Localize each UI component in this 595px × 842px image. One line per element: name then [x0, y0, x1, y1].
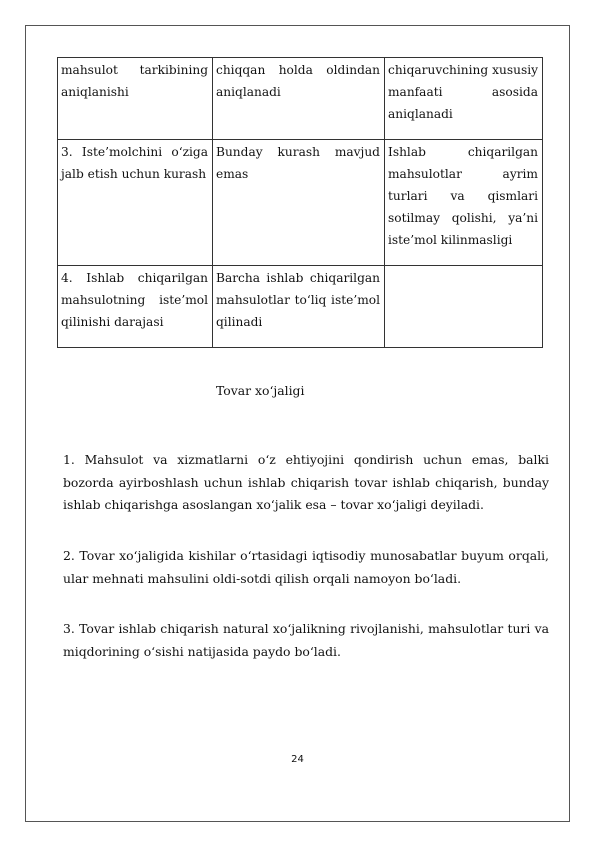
table-row: [58, 140, 543, 266]
section-title: Tovar xo‘jaligi: [216, 383, 305, 398]
table-cell: mahsulot tarkibining aniqlanishi: [58, 58, 213, 140]
comparison-table: [57, 57, 543, 348]
table-cell: chiqqan holda oldindan aniqlanadi: [213, 58, 385, 140]
table-cell: chiqaruvchining xususiy manfaati asosida aniqlanadi: [385, 58, 543, 140]
paragraph-2: 2. Tovar xo‘jaligida kishilar o‘rtasidagi iqtisodiy munosabatlar buyum orqali, ular mehnati mahsulini oldi-sotdi qilish orqali namoyon bo‘ladi.: [63, 548, 549, 586]
table-cell: Ishlab chiqarilgan mahsulotlar ayrim turlari va qismlari sotilmay qolishi, ya’ni iste’mol kilinmasligi: [385, 140, 543, 266]
paragraph-3: 3. Tovar ishlab chiqarish natural xo‘jalikning rivojlanishi, mahsulotlar turi va miqdorining o‘sishi natijasida paydo bo‘ladi.: [63, 621, 549, 659]
page-number: 24: [291, 754, 304, 765]
table-cell: 3. Iste’molchini o‘ziga jalb etish uchun kurash: [58, 140, 213, 266]
table-cell: 4. Ishlab chiqarilgan mahsulotning iste’mol qilinishi darajasi: [58, 266, 213, 348]
paragraph-1: 1. Mahsulot va xizmatlarni o‘z ehtiyojini qondirish uchun emas, balki bozorda ayirboshlash uchun ishlab chiqarish tovar ishlab chiqarish, bunday ishlab chiqarishga asoslangan xo‘jalik esa – tovar xo‘jaligi deyiladi.: [63, 452, 549, 512]
table-cell: Bunday kurash mavjud emas: [213, 140, 385, 266]
table-cell: [385, 266, 543, 348]
table-row: [58, 266, 543, 348]
table-row: [58, 58, 543, 140]
table-cell: Barcha ishlab chiqarilgan mahsulotlar to‘liq iste’mol qilinadi: [213, 266, 385, 348]
